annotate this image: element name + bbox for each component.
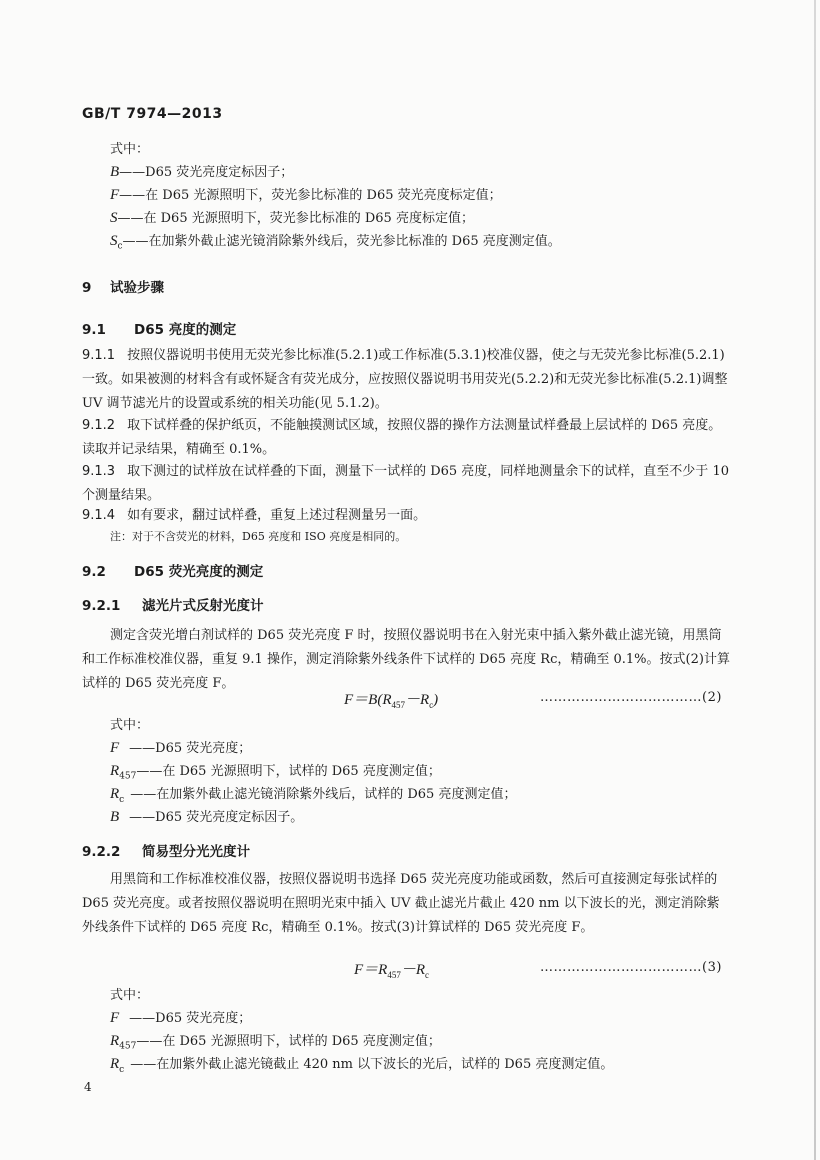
paragraph-9-1-4 bbox=[82, 504, 732, 528]
symbol: S bbox=[110, 233, 118, 249]
definition-row bbox=[110, 806, 303, 829]
equation-number: ………………………………(2) bbox=[540, 690, 722, 705]
symbol: R bbox=[110, 763, 120, 779]
symbol: F bbox=[110, 187, 120, 203]
section-title: D65 荧光亮度的测定 bbox=[134, 564, 264, 580]
definition-text: ——D65 荧光亮度； bbox=[129, 741, 252, 756]
definition-row bbox=[110, 1007, 251, 1030]
definition-row bbox=[110, 230, 561, 259]
definition-text: ——在加紫外截止滤光镜消除紫外线后，试样的 D65 亮度测定值； bbox=[130, 787, 517, 802]
definition-row bbox=[110, 161, 293, 184]
formula-subscript: 457 bbox=[387, 970, 401, 980]
formula-tail: ) bbox=[433, 692, 439, 708]
formula-subscript: c bbox=[425, 970, 429, 980]
definition-row bbox=[110, 207, 474, 230]
standard-code-header: GB/T 7974—2013 bbox=[82, 106, 223, 122]
symbol-subscript: c bbox=[119, 1064, 125, 1075]
section-heading-9-2-1 bbox=[82, 594, 264, 614]
definition-text: ——D65 荧光亮度定标因子； bbox=[119, 165, 294, 180]
symbol-subscript: 457 bbox=[119, 1041, 137, 1052]
definition-row bbox=[110, 737, 251, 760]
clause-text: 如有要求，翻过试样叠，重复上述过程测量另一面。 bbox=[127, 508, 427, 523]
clause-text: 取下试样叠的保护纸页，不能触摸测试区域，按照仪器的操作方法测量试样叠最上层试样的 D65 亮度。读取并记录结果，精确至 0.1%。 bbox=[82, 418, 722, 457]
paragraph-9-1-3 bbox=[82, 460, 732, 508]
definition-text: ——在 D65 光源照明下，荧光参比标准的 D65 亮度标定值； bbox=[117, 211, 474, 226]
where-intro: 式中： bbox=[110, 142, 150, 157]
clause-text: 按照仪器说明书使用无荧光参比标准(5.2.1)或工作标准(5.3.1)校准仪器，使之与无荧光参比标准(5.2.1)一致。如果被测的材料含有或怀疑含有荧光成分，应按照仪器说明书用荧光(5.2.2)和无荧光参比标准(5.2.1)调整 UV 调节滤光片的设置或系统的相关功能(见 5.1.2)。 bbox=[82, 348, 728, 411]
section-number: 9.1 bbox=[82, 322, 106, 338]
equation-number: ………………………………(3) bbox=[540, 960, 722, 975]
symbol-subscript: c bbox=[117, 241, 123, 252]
section-heading-9-2-2 bbox=[82, 840, 250, 860]
paragraph-9-2-1: 测定含荧光增白剂试样的 D65 荧光亮度 F 时，按照仪器说明书在入射光束中插入紫外截止滤光镜，用黑筒和工作标准校准仪器，重复 9.1 操作，测定消除紫外线条件下试样的 D65 亮度 Rc，精确至 0.1%。按式(2)计算试样的 D65 荧光亮度 F。 bbox=[82, 628, 730, 691]
symbol: F bbox=[110, 740, 120, 756]
section-number: 9 bbox=[82, 280, 92, 296]
section-heading-9-1 bbox=[82, 318, 236, 338]
formula-2 bbox=[344, 688, 438, 710]
clause-number: 9.1.4 bbox=[82, 508, 116, 523]
symbol-subscript: 457 bbox=[119, 771, 137, 782]
clause-number: 9.1.2 bbox=[82, 418, 116, 433]
definition-text: ——在 D65 光源照明下，荧光参比标准的 D65 荧光亮度标定值； bbox=[119, 188, 502, 203]
definition-text: ——在 D65 光源照明下，试样的 D65 亮度测定值； bbox=[136, 764, 441, 779]
symbol: B bbox=[110, 809, 120, 825]
section-title: 简易型分光光度计 bbox=[142, 844, 250, 860]
definition-text: ——D65 荧光亮度； bbox=[129, 1011, 252, 1026]
definition-text: ——在 D65 光源照明下，试样的 D65 亮度测定值； bbox=[136, 1034, 441, 1049]
definition-row bbox=[110, 1053, 613, 1082]
definition-text: ——D65 荧光亮度定标因子。 bbox=[129, 810, 304, 825]
formula-lhs: F＝B(R bbox=[344, 692, 392, 708]
symbol: R bbox=[110, 1033, 120, 1049]
formula-3 bbox=[354, 958, 429, 980]
paragraph-9-1-1 bbox=[82, 344, 732, 416]
symbol: F bbox=[110, 1010, 120, 1026]
definition-row bbox=[110, 184, 502, 207]
formula-subscript: 457 bbox=[391, 700, 405, 710]
clause-number: 9.1.3 bbox=[82, 464, 116, 479]
symbol: R bbox=[110, 786, 120, 802]
symbol: S bbox=[110, 210, 118, 226]
section-number: 9.2 bbox=[82, 564, 106, 580]
where-intro: 式中： bbox=[110, 718, 150, 733]
note-text: 注：对于不含荧光的材料，D65 亮度和 ISO 亮度是相同的。 bbox=[110, 530, 407, 543]
section-title: D65 亮度的测定 bbox=[134, 322, 237, 338]
section-heading-9 bbox=[82, 276, 164, 296]
formula-rhs: －R bbox=[404, 692, 430, 708]
paragraph-9-2-2: 用黑筒和工作标准校准仪器，按照仪器说明书选择 D65 荧光亮度功能或函数，然后可直接测定每张试样的 D65 荧光亮度。或者按照仪器说明在照明光束中插入 UV 截止滤光片截止 420 nm 以下波长的光，测定消除紫外线条件下试样的 D65 亮度 Rc，精确至 0.1%。按式(3)计算试样的 D65 荧光亮度 F。 bbox=[82, 872, 720, 935]
section-number: 9.2.1 bbox=[82, 598, 121, 614]
formula-subscript: c bbox=[429, 700, 434, 710]
clause-number: 9.1.1 bbox=[82, 348, 116, 363]
section-heading-9-2 bbox=[82, 560, 263, 580]
section-title: 滤光片式反射光度计 bbox=[142, 598, 264, 614]
section-title: 试验步骤 bbox=[110, 280, 164, 296]
symbol: R bbox=[110, 1056, 120, 1072]
definition-text: ——在加紫外截止滤光镜截止 420 nm 以下波长的光后，试样的 D65 亮度测定值。 bbox=[130, 1057, 614, 1072]
section-number: 9.2.2 bbox=[82, 844, 121, 860]
definition-text: ——在加紫外截止滤光镜消除紫外线后，荧光参比标准的 D65 亮度测定值。 bbox=[122, 234, 561, 249]
formula-lhs: F＝R bbox=[354, 962, 388, 978]
page-number: 4 bbox=[84, 1080, 92, 1094]
symbol-subscript: c bbox=[119, 794, 125, 805]
paragraph-9-1-2 bbox=[82, 414, 732, 462]
clause-text: 取下测过的试样放在试样叠的下面，测量下一试样的 D65 亮度，同样地测量余下的试样，直至不少于 10 个测量结果。 bbox=[82, 464, 729, 503]
where-intro: 式中： bbox=[110, 988, 150, 1003]
symbol: B bbox=[110, 164, 120, 180]
formula-rhs: －R bbox=[400, 962, 425, 978]
